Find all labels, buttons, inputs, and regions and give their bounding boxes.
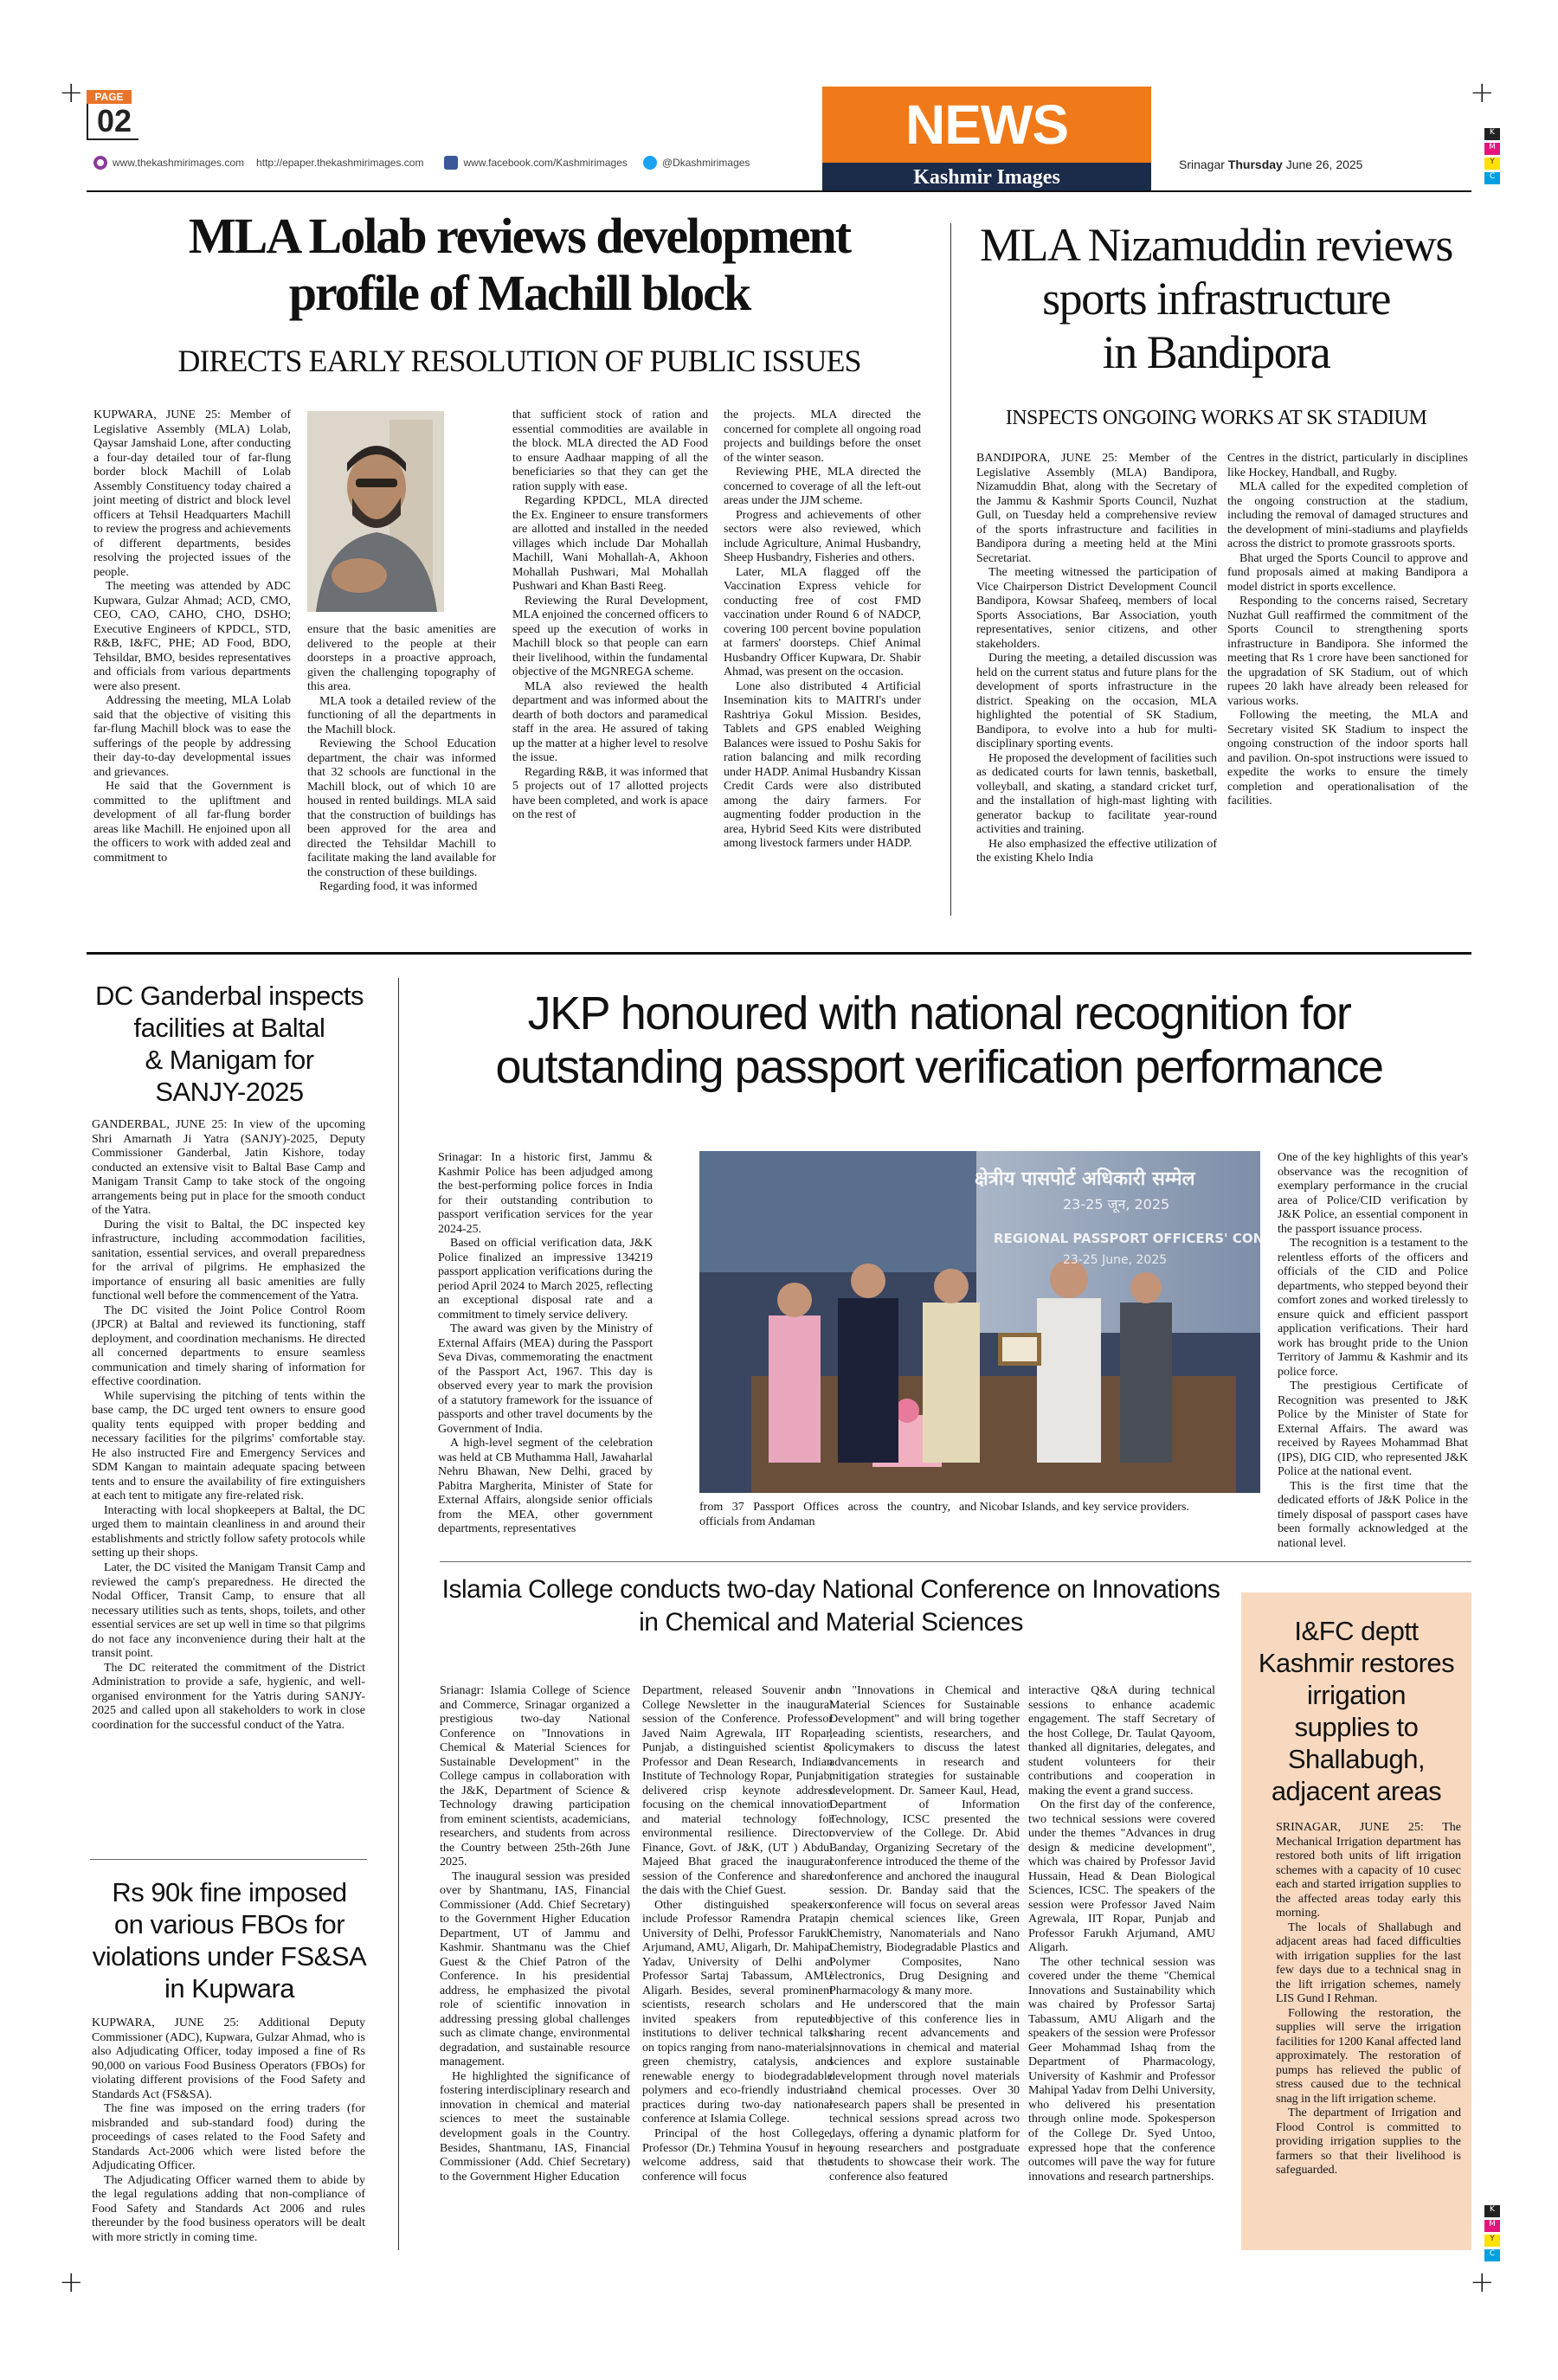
paragraph: The meeting witnessed the participation of Vice Chairperson District Development Council Bandipora, Kowsar Shafeeq, members of local Sports Associations, Bar Association, youth representatives, senior citizens, and other stakeholders.	[976, 566, 1217, 651]
paragraph: Reviewing the School Education department, the chair was informed that 32 schools are functional in the Machill block, out of which 10 are housed in rented buildings. MLA said that the construction of buildings has been approved for the area and directed the Tehsildar Machill to facilitate making the land available for the construction of these buildings.	[307, 737, 496, 879]
paragraph: He proposed the development of facilities such as dedicated courts for lawn tennis, basketball, volleyball, and skating, a standard cricket turf, and the installation of high-mast lighting with generator backup to facilitate year-round activities and training.	[976, 751, 1217, 837]
paragraph: Following the meeting, the MLA and Secretary visited SK Stadium to inspect the ongoing construction of the indoor sports hall and pavilion. On-spot instructions were issued to expedite the works to ensure the timely completion and operationalisation of the facilities.	[1227, 709, 1468, 808]
dateline-date: June 26, 2025	[1285, 158, 1363, 171]
paragraph: The recognition is a testament to the relentless efforts of the officers and officials of the CID and Police departments, who stepped beyond their comfort zones and worked tirelessly to ensure quick and efficient passport application verifications. Their hard work has brought pride to the Union Territory of Jammu & Kashmir and its police force.	[1278, 1237, 1468, 1379]
paragraph: Other distinguished speakers include Professor Ramendra Pratap, University of Delhi, Professor Farukh Arjumand, AMU, Aligarh, Dr. Mahipal Yadav, University of Delhi and Professor Sartaj Tabassum, AMU Aligarh. Besides, several prominent scientists, research scholars and invited speakers from reputed institutions to deliver technical talks on topics ranging from nano-materials, green chemistry, catalysis, and renewable energy to biodegradable polymers and eco-friendly industrial practices during two-day national conference at Islamia College.	[642, 1898, 833, 2126]
dateline-city: Srinagar	[1179, 158, 1225, 171]
brand-word: NEWS	[822, 87, 1151, 163]
paragraph: Later, MLA flagged off the Vaccination Express vehicle for conducting free of cost FMD vaccination under Round 6 of NADCP, covering 100 percent bovine population at farmers' doorsteps. Chief Animal Husbandry Officer Kupwara, Dr. Shabir Ahmad, was present on the occasion.	[724, 565, 921, 679]
paragraph: The other technical session was covered under the theme "Chemical Innovations and Sustainability which was chaired by Professor Sartaj Tabassum, AMU Aligarh and the speakers of the session were Professor Geer Mohammad Ishaq from the Department of Pharmacology, University of Kashmir and Professor Mahipal Yadav from Delhi University, who delivered his presentation through online mode. Spokesperson of the College Dr. Syed Untoo, expressed hope that the conference outcomes will pave the way for future innovations and research partnerships.	[1028, 1955, 1215, 2184]
dateline-day: Thursday	[1227, 158, 1283, 171]
facebook-icon	[444, 156, 458, 170]
header-rule	[87, 190, 1471, 192]
paragraph: He underscored that the main objective of this conference lies in sharing recent advancements and innovations in chemical and material sciences and explore sustainable development through novel materials and chemical processes. Over 30 research papers shall be presented in technical sessions spread across two days, offering a dynamic platform for young researchers and postgraduate students to showcase their work. The conference also featured	[829, 1998, 1020, 2184]
page-badge	[87, 90, 156, 142]
a6-col3	[829, 1684, 1020, 2184]
headline-a1: MLA Lolab reviews development profile of Machill block	[188, 208, 851, 321]
paragraph: The DC reiterated the commitment of the District Administration to provide a safe, hygienic, and well-organised environment for the Yatris during SANJY-2025 and called upon all stakeholders to work in close coordination for the successful conduct of the Yatra.	[92, 1661, 365, 1732]
headline-a4: Rs 90k fine imposed on various FBOs for violations under FS&SA in Kupwara	[92, 1877, 367, 2004]
photo-caption-left: from 37 Passport Offices across the country, officials from Andaman	[699, 1501, 950, 1528]
a5-col1	[438, 1151, 653, 1537]
paragraph: Interacting with local shopkeepers at Baltal, the DC urged them to maintain cleanliness in and around their establishments and strictly follow safety protocols while setting up their shops.	[92, 1503, 365, 1560]
paragraph: BANDIPORA, JUNE 25: Member of the Legislative Assembly (MLA) Bandipora, Nizamuddin Bhat, along with the Secretary of the Jammu & Kashmir Sports Council, Nuzhat Gull, on Tuesday held a comprehensive review of the sports infrastructure and facilities in Bandipora during a meeting held at the Mini Secretariat.	[976, 452, 1217, 565]
web-links	[93, 156, 750, 170]
a6-col4	[1028, 1684, 1215, 2184]
paragraph: The fine was imposed on the erring traders (for misbranded and sub-standard food) during the proceedings of cases related to the Food Safety and Standards Act-2006 which were listed before the Adjudicating Officer.	[92, 2102, 365, 2173]
banner-text-hindi: क्षेत्रीय पासपोर्ट अधिकारी सम्मेल	[975, 1168, 1195, 1190]
subhead-a2: INSPECTS ONGOING WORKS AT SK STADIUM	[1005, 407, 1427, 429]
a6-col1	[440, 1684, 630, 2184]
col-divider	[950, 223, 951, 916]
a3-body	[92, 1118, 365, 1733]
paragraph: He said that the Government is committed to the upliftment and development of all far-flung border areas like Machill. He enjoined upon all the officers to work with added zeal and commitment to	[93, 780, 291, 865]
page-number: 02	[87, 104, 138, 140]
mid-rule	[440, 1561, 1471, 1562]
paragraph: On the first day of the conference, two technical sessions were covered under the themes "Advances in drug design & medicine development", which was chaired by Professor Javid Hussain, Head & Dean Biological Sciences, ICSC. The speakers of the session were Professor Javed Naim Agrewala, IIT Ropar, Punjab and Professor Farukh Arjumand, AMU Aligarh.	[1028, 1798, 1215, 1955]
paragraph: The meeting was attended by ADC Kupwara, Gulzar Ahmad; ACD, CMO, CEO, CAO, CAHO, CHO, DSHO; Executive Engineers of KPDCL, STD, R&B, I&FC, PHE; AD Food, BDO, Tehsildar, BMO, besides representatives and officials from various departments were also present.	[93, 580, 291, 693]
paragraph: Principal of the host College, Professor (Dr.) Tehmina Yousuf in her welcome address, said that the conference will focus	[642, 2126, 833, 2184]
registration-mark: +	[1470, 2265, 1495, 2300]
paragraph: The inaugural session was presided over by Shantmanu, IAS, Financial Commissioner (Add. Chief Secretary) to the Government Higher Education Department, UT of Jammu and Kashmir. Shantmanu was the Chief Guest & the Chief Patron of the Conference. In his presidential address, he emphasized the pivotal role of scientific innovation in addressing pressing global challenges such as climate change, environmental degradation, and sustainable resource management.	[440, 1869, 630, 2069]
paragraph: Reviewing PHE, MLA directed the concerned to coverage of all the left-out areas under the JJM scheme.	[724, 466, 921, 508]
globe-icon	[93, 156, 107, 170]
a1-col2	[307, 623, 496, 895]
twitter-icon	[643, 156, 657, 170]
paragraph: Addressing the meeting, MLA Lolab said that the objective of visiting this far-flung Machill block was to ease the sufferings of the people by addressing their day-to-day developmental issues and grievances.	[93, 694, 291, 779]
paragraph: The DC visited the Joint Police Control Room (JPCR) at Baltal and reviewed its functioning, staff deployment, and coordination mechanisms. He directed all concerned departments to ensure seamless communication and timely sharing of information for effective coordination.	[92, 1303, 365, 1389]
headline-a6: Islamia College conducts two-day National Conference on Innovations in Chemical and Material Sciences	[441, 1575, 1220, 1637]
facebook-link[interactable]: www.facebook.com/Kashmirimages	[463, 157, 628, 169]
paragraph: Regarding R&B, it was informed that 5 projects out of 17 allotted projects have been completed, and work is apace on the rest of	[512, 765, 708, 822]
subhead-a1: DIRECTS EARLY RESOLUTION OF PUBLIC ISSUES	[177, 344, 861, 378]
paragraph: The locals of Shallabugh and adjacent areas had faced difficulties with irrigation supplies for the last few days due to a technical snag in the lift irrigation schemes, namely LIS Gund I Rehman.	[1276, 1920, 1461, 2006]
photo-caption-right: and Nicobar Islands, and key service providers.	[959, 1501, 1189, 1514]
a1-col4	[724, 408, 921, 852]
paragraph: While supervising the pitching of tents within the base camp, the DC urged tent owners to ensure good quality tents equipped with proper bedding and necessary facilities for the pilgrims' comfortable stay. He also instructed Fire and Emergency Services and SDM Kangan to maintain adequate spacing between tents and to ensure the availability of fire extinguishers at each tent to mitigate any fire-related risk.	[92, 1389, 365, 1503]
paragraph: Regarding food, it was informed	[319, 880, 478, 894]
paragraph: Reviewing the Rural Development, MLA enjoined the concerned officers to speed up the execution of works in Machill block so that people can earn their livelihood, within the fundamental objective of the MGNREGA scheme.	[512, 594, 708, 679]
paragraph: The prestigious Certificate of Recognition was presented to J&K Police by the Minister of State for External Affairs. The award was received by Rayees Mohammad Bhat (IPS), DIG CID, who represented J&K Police at the national event.	[1278, 1380, 1468, 1479]
paragraph: MLA also reviewed the health department and was informed about the dearth of both doctors and paramedical staff in the area. He assured of taking up the matter at a higher level to resolve the issue.	[512, 679, 708, 765]
left-divider	[90, 1859, 367, 1860]
headline-a2: MLA Nizamuddin reviews sports infrastructure in Bandipora	[980, 219, 1452, 378]
paragraph: ensure that the basic amenities are delivered to the people at their doorsteps in a proactive approach, given the challenging topography of this area.	[307, 623, 496, 694]
a6-col2	[642, 1684, 833, 2184]
paragraph: A high-level segment of the celebration was held at CB Muthamma Hall, Jawaharlal Nehru Bhawan, New Delhi, graced by Pabitra Margherita, Minister of State for External Affairs, alongside senior officials from the MEA, other government departments, representatives	[438, 1437, 653, 1536]
a1-col1	[93, 408, 291, 866]
dateline	[1179, 158, 1362, 171]
paragraph: One of the key highlights of this year's observance was the recognition of exemplary performance in the crucial area of Police/CID verification by J&K Police, an essential component in the passport issuance process.	[1278, 1151, 1468, 1236]
page-label: PAGE	[87, 90, 132, 104]
registration-mark: +	[59, 2265, 84, 2300]
paragraph: MLA took a detailed review of the functioning of all the departments in the Machill block.	[307, 694, 496, 737]
paragraph: Regarding KPDCL, MLA directed the Ex. Engineer to ensure transformers are allotted and installed in the needed villages which include Dar Mohallah Machill, Wani Mohallah-A, Akhoon Mohallah Pushwari, Mal Mohallah Pushwari and Khan Basti Reeg.	[512, 494, 708, 594]
paragraph: Bhat urged the Sports Council to approve and fund proposals aimed at making Bandipora a model district in sports excellence.	[1227, 551, 1468, 594]
paragraph: SRINAGAR, JUNE 25: The Mechanical Irrigation department has restored both units of lift irrigation schemes with a capacity of 10 cusec each and started irrigation supplies to the affected areas today early this morning.	[1276, 1821, 1461, 1920]
epaper-link[interactable]: http://epaper.thekashmirimages.com	[256, 157, 424, 169]
paragraph: Based on official verification data, J&K Police finalized an impressive 134219 passport application verifications during the period April 2024 to March 2025, reflecting an exceptional disposal rate and a commitment to timely service delivery.	[438, 1237, 653, 1322]
brand-block	[822, 87, 1151, 192]
registration-mark: +	[59, 75, 84, 110]
brand-name: Kashmir Images	[822, 163, 1151, 192]
paragraph: During the meeting, a detailed discussion was held on the current status and future plans for the development of sports infrastructure in the district. Speaking on the occasion, MLA highlighted the potential of SK Stadium, Bandipora, to evolve into a hub for multi-disciplinary sporting events.	[976, 652, 1217, 751]
banner-date-english: 23-25 June, 2025	[1063, 1253, 1168, 1267]
paragraph: KUPWARA, JUNE 25: Additional Deputy Commissioner (ADC), Kupwara, Gulzar Ahmad, who is also Adjudicating Officer, today imposed a fine of Rs 90,000 on various Food Business Operators (FBOs) for violating different provisions of the Food Safety and Standards Act (FS&SA).	[92, 2017, 365, 2101]
headline-a7: I&FC deptt Kashmir restores irrigation supplies to Shallabugh, adjacent areas	[1258, 1616, 1455, 1806]
paragraph: Later, the DC visited the Manigam Transit Camp and reviewed the camp's preparedness. He directed the Nodal Officer, Transit Camp, to ensure that all necessary utilities such as tents, shops, toilets, and other essential services are set up well in time so that pilgrims do not face any inconvenience during their halt at the transit point.	[92, 1560, 365, 1661]
banner-text-english: REGIONAL PASSPORT OFFICERS' CONFER	[994, 1231, 1292, 1246]
award-ceremony-photo	[699, 1151, 1292, 1493]
a7-body	[1276, 1821, 1461, 2178]
headline-a3: DC Ganderbal inspects facilities at Baltal & Manigam for SANJY-2025	[95, 981, 364, 1107]
paragraph: Centres in the district, particularly in disciplines like Hockey, Handball, and Rugby.	[1227, 452, 1468, 479]
paragraph: interactive Q&A during technical sessions to enhance academic engagement. The staff Secretary of the host College, Dr. Taulat Qayoom, thanked all dignitaries, delegates, and student volunteers for their contributions and cooperation in making the event a grand success.	[1028, 1684, 1215, 1798]
paragraph: During the visit to Baltal, the DC inspected key infrastructure, including accommodation facilities, sanitation, essential services, and overall preparedness for the arrival of pilgrims. He emphasized the importance of ensuring all basic amenities are fully functional well before the commencement of the Yatra.	[92, 1218, 365, 1303]
paragraph: that sufficient stock of ration and essential commodities are available in the block. MLA directed the AD Food to ensure Aadhaar mapping of all the beneficiaries so that they can get the ration supply with ease.	[512, 408, 708, 493]
paragraph: The department of Irrigation and Flood Control is committed to providing irrigation supplies to the farmers so that their livelihood is safeguarded.	[1276, 2107, 1461, 2177]
paragraph: The award was given by the Ministry of External Affairs (MEA) during the Passport Seva Divas, commemorating the enactment of the Passport Act, 1967. This day is observed every year to mark the provision of a statutory framework for the issuance of passports and other travel documents by the Government of India.	[438, 1322, 653, 1436]
paragraph: Progress and achievements of other sectors were also reviewed, which include Agriculture, Animal Husbandry, Sheep Husbandry, Fisheries and others.	[724, 508, 921, 565]
paragraph: KUPWARA, JUNE 25: Member of Legislative Assembly (MLA) Lolab, Qaysar Jamshaid Lone, after conducting a four-day detailed tour of far-flung border block Machill of Lolab Assembly Constituency today chaired a joint meeting of district and block level officers at Tehsil Headquarters Machill to review the progress and achievements of different departments, besides resolving the projected issues of the people.	[93, 408, 291, 579]
paragraph: Srinagar: In a historic first, Jammu & Kashmir Police has been adjudged among the best-performing police forces in India for their outstanding contribution to passport verification services for the year 2024-25.	[438, 1151, 653, 1236]
mla-lolab-photo	[307, 411, 444, 612]
banner-date-hindi: 23-25 जून, 2025	[1063, 1196, 1170, 1213]
a4-body	[92, 2017, 365, 2245]
paragraph: the projects. MLA directed the concerned for complete all ongoing road projects and buildings before the onset of the winter season.	[724, 408, 921, 465]
a2-col2	[1227, 452, 1468, 809]
paragraph: Lone also distributed 4 Artificial Insemination kits to MAITRI's under Rashtriya Gokul Mission. Besides, Tablets and GPS enabled Weighing Balances were issued to Poshu Sakis for ration balancing and milk recording under HADP. Animal Husbandry Kissan Credit Cards were also distributed among the dairy farmers. For augmenting fodder production in the area, Hybrid Seed Kits were distributed among livestock farmers under HADP.	[724, 679, 921, 851]
section-rule	[87, 952, 1471, 955]
paragraph: He also emphasized the effective utilization of the existing Khelo India	[976, 837, 1217, 865]
a2-col1	[976, 452, 1217, 866]
twitter-handle[interactable]: @Dkashmirimages	[661, 157, 750, 169]
headline-a5: JKP honoured with national recognition for outstanding passport verification performance	[495, 987, 1383, 1093]
paragraph: Responding to the concerns raised, Secretary Nuzhat Gull reaffirmed the commitment of the Sports Council to strengthening sports infrastructure in Bandipora. She informed the meeting that Rs 1 crore have been sanctioned for the upgradation of SK Stadium, out of which rupees 20 lakh have already been released for various works.	[1227, 595, 1468, 708]
col-divider	[398, 978, 399, 2250]
paragraph: Department, released Souvenir and College Newsletter in the inaugural session of the Conference. Professor Javed Naim Agrewala, IIT Ropar, Punjab, a distinguished scientist & Professor and Dean Research, Indian Institute of Technology Ropar, Punjab, delivered crisp keynote address focusing on the chemical innovation and material technology for environmental resilience. Director Finance, Govt. of J&K, (UT ) Abdul Majeed Bhat graced the inaugural session of the Conference and shared the dais with the Chief Guest.	[642, 1684, 833, 1898]
color-bar-bottom: K M Y C	[1484, 2205, 1500, 2261]
registration-mark: +	[1470, 75, 1495, 110]
paragraph: GANDERBAL, JUNE 25: In view of the upcoming Shri Amarnath Ji Yatra (SANJY)-2025, Deputy Commissioner Ganderbal, Jatin Kishore, today conducted an extensive visit to Baltal Base Camp and Manigam Transit Camp to take stock of the ongoing arrangements being put in place for the smooth conduct of the Yatra.	[92, 1118, 365, 1218]
paragraph: on "Innovations in Chemical and Material Sciences for Sustainable Development" and will bring together leading scientists, researchers, and policymakers to discuss the latest advancements in research and mitigation strategies for sustainable development. Dr. Sameer Kaul, Head, Department of Information Technology, ICSC presented the overview of the College. Dr. Abid Banday, Organizing Secretary of the conference introduced the theme of the conference and anchored the inaugural session. Dr. Banday said that the conference will focus on several areas in chemical sciences like, Green Chemistry, Nanomaterials and Nano Chemistry, Biodegradable Plastics and Polymer Composites, Nano electronics, Drug Designing and Pharmacology & many more.	[829, 1684, 1020, 1997]
paragraph: He highlighted the significance of fostering interdisciplinary research and innovation in chemical and material sciences to meet the sustainable development goals in the Country. Besides, Shantmanu, IAS, Financial Commissioner (Add. Chief Secretary) to the Government Higher Education	[440, 2069, 630, 2184]
paragraph: This is the first time that the dedicated efforts of J&K Police in the timely disposal of passport cases have been formally acknowledged at the national level.	[1278, 1479, 1468, 1550]
paragraph: The Adjudicating Officer warned them to abide by the legal regulations adding that non-compliance of Food Safety and Standards Act 2006 and rules thereunder by the food business operators will be dealt with more strictly in coming time.	[92, 2173, 365, 2244]
paragraph: Following the restoration, the supplies will serve the irrigation facilities for 1200 Kanal affected land approximately. The restoration of pumps has relieved the public of stress caused due to the technical snag in the lift irrigation scheme.	[1276, 2006, 1461, 2106]
color-bar-top: K M Y C	[1484, 128, 1500, 184]
a5-col3	[1278, 1151, 1468, 1551]
paragraph: MLA called for the expedited completion of the ongoing construction at the stadium, including the removal of damaged structures and the development of mini-stadiums and playfields across the district to promote grassroots sports.	[1227, 480, 1468, 551]
paragraph: Srianagr: Islamia College of Science and Commerce, Srinagar organized a prestigious two-day National Conference on "Innovations in Chemical & Material Sciences for Sustainable Development" in the College campus in collaboration with the J&K, Department of Science & Technology drawing participation from eminent scientists, academicians, researchers, and students from across the Country between 25th-26th June 2025.	[440, 1684, 630, 1869]
website-link[interactable]: www.thekashmirimages.com	[113, 157, 245, 169]
a1-col3	[512, 408, 708, 823]
